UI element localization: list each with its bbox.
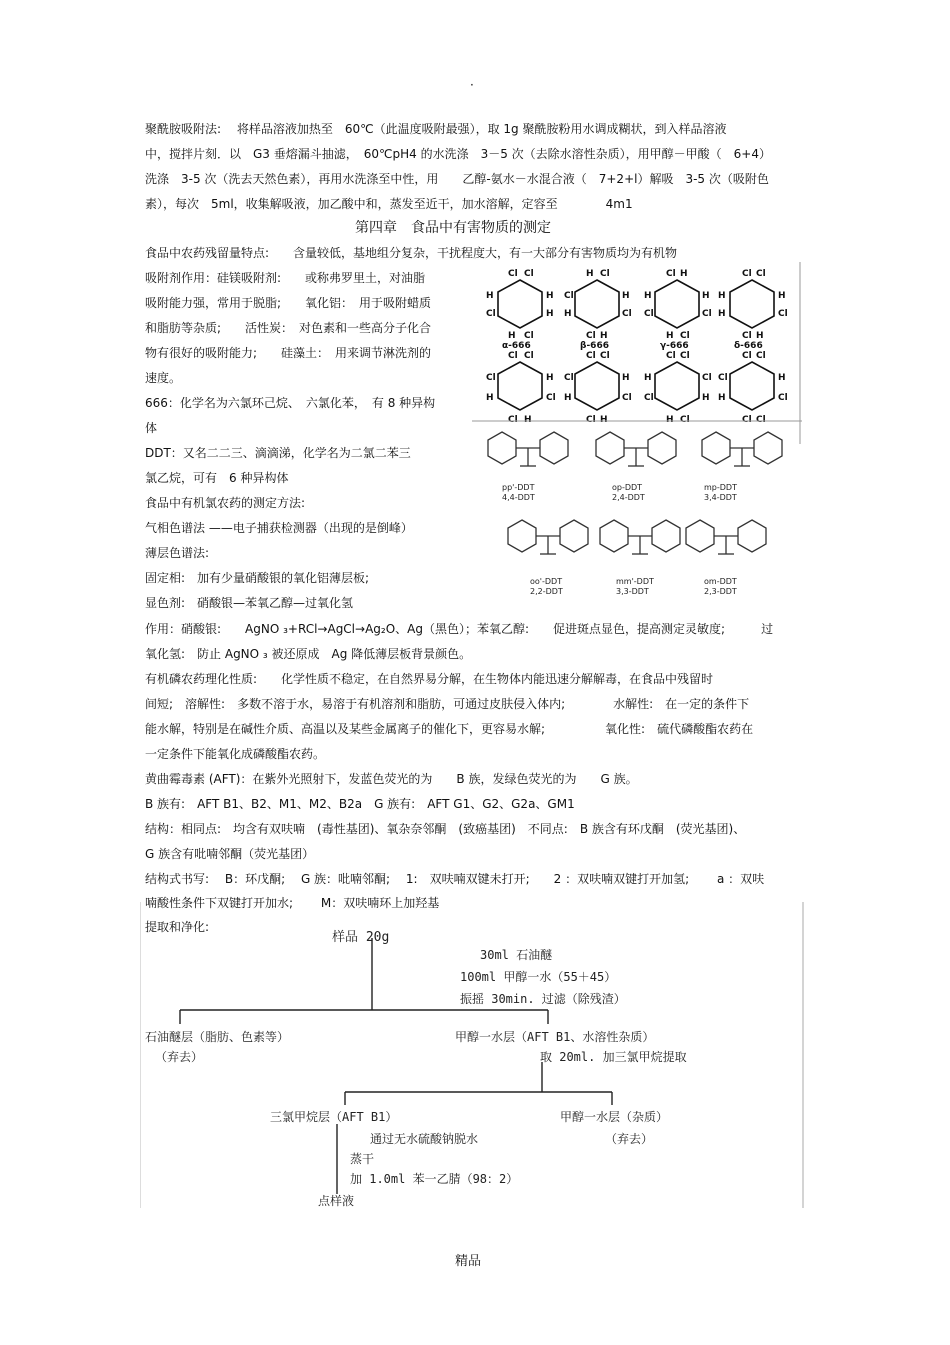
flow-left2: 三氯甲烷层（AFT B1） [270, 1110, 398, 1124]
page-footer: 精品 [455, 1254, 482, 1269]
svg-text:Cl: Cl [586, 415, 596, 425]
organophosphorus-line-4: 一定条件下能氧化成磷酸酯农药。 [145, 747, 326, 761]
svg-text:Cl: Cl [564, 373, 574, 383]
function-line-2: 氧化氢: 防止 AgNO ₃ 被还原成 Ag 降低薄层板背景颜色。 [145, 647, 472, 661]
polyamide-line-3: 洗涤 3-5 次（洗去天然色素），再用水洗涤至中性，用 乙醇-氨水－水混合液（ 7+2+l）解吸 3-5 次（吸附色 [145, 172, 769, 186]
svg-text:Cl: Cl [742, 331, 752, 341]
svg-text:Cl: Cl [546, 393, 556, 403]
svg-text:Cl: Cl [644, 393, 654, 403]
structure-line-1: 结构：相同点: 均含有双呋喃 (毒性基团)、氧杂奈邻酮 (致癌基团) 不同点: B 族含有环戊酮 (荧光基团)、 [145, 822, 746, 836]
ddt-label-om: om-DDT [704, 577, 737, 586]
svg-text:Cl: Cl [778, 309, 788, 319]
svg-text:Cl: Cl [564, 291, 574, 301]
svg-text:H: H [622, 291, 630, 301]
function-line-1: 作用：硝酸银: AgNO ₃+RCl→AgCl→Ag₂O、Ag（黑色）；苯氧乙醇: 促进斑点显色，提高测定灵敏度; 过 [145, 622, 774, 636]
svg-text:Cl: Cl [586, 331, 596, 341]
svg-text:Cl: Cl [622, 309, 632, 319]
svg-text:Cl: Cl [586, 351, 596, 361]
svg-text:H: H [666, 415, 674, 425]
svg-text:Cl: Cl [524, 269, 534, 279]
flow-right2-note: （弃去） [605, 1132, 654, 1146]
adsorbent-line-2: 吸附能力强，常用于脱脂; 氧化铝： 用于吸附蜡质 [145, 296, 432, 310]
svg-text:H: H [644, 373, 652, 383]
ddt-line-2: 氯乙烷，可有 6 种异构体 [145, 471, 289, 485]
svg-text:H: H [564, 393, 572, 403]
svg-text:Cl: Cl [486, 309, 496, 319]
svg-text:Cl: Cl [508, 351, 518, 361]
flow-right1: 甲醇一水层（AFT B1、水溶性杂质） [455, 1030, 655, 1044]
extraction-label: 提取和净化: [145, 920, 210, 934]
svg-text:H: H [666, 331, 674, 341]
svg-text:Cl: Cl [742, 269, 752, 279]
organochlorine-method-line: 食品中有机氯农药的测定方法: [145, 496, 306, 510]
flow-left1-note: （弃去） [155, 1050, 204, 1064]
header-mark: · [470, 78, 474, 92]
svg-text:H: H [756, 331, 764, 341]
flow-step1-c: 振摇 30min. 过滤（除残渣） [460, 992, 626, 1006]
svg-text:H: H [524, 415, 532, 425]
svg-text:H: H [702, 393, 710, 403]
svg-text:Cl: Cl [524, 351, 534, 361]
svg-text:Cl: Cl [524, 331, 534, 341]
svg-text:H: H [546, 373, 554, 383]
svg-text:Cl: Cl [702, 373, 712, 383]
svg-text:Cl: Cl [666, 269, 676, 279]
flow-sample: 样品 20g [332, 930, 390, 945]
svg-text:Cl: Cl [622, 393, 632, 403]
svg-text:Cl: Cl [680, 351, 690, 361]
tlc-line: 薄层色谱法: [145, 546, 210, 560]
extraction-flowchart-lines [140, 902, 805, 1212]
gc-line: 气相色谱法 ——电子捕获检测器（出现的是倒峰） [145, 521, 413, 535]
svg-text:H: H [702, 291, 710, 301]
svg-text:Cl: Cl [600, 269, 610, 279]
flow-left1: 石油醚层（脂肪、色素等） [145, 1030, 290, 1044]
svg-text:Cl: Cl [680, 331, 690, 341]
svg-text:Cl: Cl [756, 415, 766, 425]
flow-step1-b: 100ml 甲醇一水（55＋45） [460, 970, 617, 984]
ddt-label-pp: pp'-DDT [502, 483, 535, 492]
svg-text:Cl: Cl [508, 415, 518, 425]
svg-text:Cl: Cl [600, 351, 610, 361]
svg-text:H: H [718, 393, 726, 403]
ddt-label-24: 2,4-DDT [612, 493, 645, 502]
svg-text:H: H [644, 291, 652, 301]
adsorbent-line-1: 吸附剂作用：硅镁吸附剂: 或称弗罗里土，对油脂 [145, 271, 426, 285]
formula-line-1: 结构式书写: B：环戊酮; G 族：吡喃邻酮; 1: 双呋喃双键未打开; 2 ：双呋喃双键打开加氢; a ：双呋 [145, 872, 765, 886]
ddt-isomers-figure [472, 420, 802, 605]
svg-text:Cl: Cl [680, 415, 690, 425]
ddt-label-22: 2,2-DDT [530, 587, 563, 596]
ddt-label-44: 4,4-DDT [502, 493, 535, 502]
adsorbent-line-5: 速度。 [145, 371, 182, 385]
chapter-title: 第四章 食品中有害物质的测定 [355, 220, 551, 236]
adsorbent-line-3: 和脂肪等杂质; 活性炭： 对色素和一些高分子化合 [145, 321, 432, 335]
organophosphorus-line-1: 有机磷农药理化性质: 化学性质不稳定，在自然界易分解，在生物体内能迅速分解解毒，在食品中残留时 [145, 672, 714, 686]
polyamide-line-2: 中，搅拌片刻．以 G3 垂熔漏斗抽滤， 60℃pH4 的水洗涤 3－5 次（去除水溶性杂质），用甲醇－甲酸（ 6+4） [145, 147, 771, 161]
adsorbent-line-4: 物有很好的吸附能力; 硅藻土： 用来调节淋洗剂的 [145, 346, 432, 360]
svg-text:Cl: Cl [718, 373, 728, 383]
structure-line-2: G 族含有吡喃邻酮（荧光基团） [145, 847, 315, 861]
hch-isomers-figure [472, 262, 802, 444]
svg-text:H: H [778, 373, 786, 383]
ddt-label-mm: mm'-DDT [616, 577, 654, 586]
svg-text:H: H [600, 415, 608, 425]
hch-line-1: 666：化学名为六氯环己烷、 六氯化苯， 有 8 种异构 [145, 396, 436, 410]
svg-text:Cl: Cl [778, 393, 788, 403]
flow-final: 点样液 [318, 1194, 355, 1208]
hch-label-alpha: α-666 [502, 341, 531, 351]
aflatoxin-line-2: B 族有: AFT B1、B2、M1、M2、B2a G 族有: AFT G1、G2、G2a、GM1 [145, 797, 575, 811]
pesticide-residue-line: 食品中农药残留量特点: 含量较低，基地组分复杂，干扰程度大，有一大部分有害物质均为有机物 [145, 246, 678, 260]
flow-step2-a: 通过无水硫酸钠脱水 [370, 1132, 479, 1146]
svg-text:H: H [680, 269, 688, 279]
svg-text:H: H [546, 291, 554, 301]
flow-step2-b: 蒸干 [350, 1152, 375, 1166]
svg-text:Cl: Cl [644, 309, 654, 319]
svg-text:H: H [508, 331, 516, 341]
flow-right2: 甲醇一水层（杂质） [560, 1110, 669, 1124]
polyamide-line-4: 素），每次 5ml，收集解吸液，加乙酸中和，蒸发至近干，加水溶解，定容至 4m1 [145, 197, 633, 211]
hch-label-beta: β-666 [580, 341, 609, 351]
svg-text:H: H [718, 291, 726, 301]
hch-line-2: 体 [145, 421, 158, 435]
flow-step1-a: 30ml 石油醚 [480, 948, 553, 962]
svg-text:H: H [622, 373, 630, 383]
polyamide-line-1: 聚酰胺吸附法: 将样品溶液加热至 60℃（此温度吸附最强），取 1g 聚酰胺粉用水调成糊状，到入样品溶液 [145, 122, 727, 136]
ddt-label-op: op-DDT [612, 483, 643, 492]
ddt-label-34: 3,4-DDT [704, 493, 737, 502]
developer-line: 显色剂: 硝酸银—苯氧乙醇—过氧化氢 [145, 596, 354, 610]
svg-text:Cl: Cl [742, 415, 752, 425]
ddt-label-mp: mp-DDT [704, 483, 737, 492]
svg-text:H: H [486, 291, 494, 301]
svg-text:H: H [546, 309, 554, 319]
flow-step2-c: 加 1.0ml 苯一乙腈（98：2） [350, 1172, 519, 1186]
svg-text:Cl: Cl [702, 309, 712, 319]
svg-text:H: H [778, 291, 786, 301]
svg-text:H: H [564, 309, 572, 319]
svg-text:Cl: Cl [756, 351, 766, 361]
svg-text:Cl: Cl [742, 351, 752, 361]
svg-text:H: H [718, 309, 726, 319]
svg-text:Cl: Cl [508, 269, 518, 279]
hch-label-delta: δ-666 [734, 341, 763, 351]
svg-text:H: H [600, 331, 608, 341]
ddt-label-33: 3,3-DDT [616, 587, 649, 596]
ddt-line-1: DDT：又名二二三、滴滴涕，化学名为二氯二苯三 [145, 446, 411, 460]
organophosphorus-line-3: 能水解，特别是在碱性介质、高温以及某些金属离子的催化下，更容易水解; 氧化性: 硫代磷酸酯农药在 [145, 722, 754, 736]
aflatoxin-line-1: 黄曲霉毒素 (AFT)：在紫外光照射下，发蓝色荧光的为 B 族，发绿色荧光的为 G 族。 [145, 772, 638, 786]
ddt-label-oo: oo'-DDT [530, 577, 563, 586]
hch-label-gamma: γ-666 [660, 341, 689, 351]
svg-text:Cl: Cl [756, 269, 766, 279]
stationary-phase-line: 固定相: 加有少量硝酸银的氧化铝薄层板; [145, 571, 370, 585]
formula-line-2: 喃酸性条件下双键打开加水; M：双呋喃环上加羟基 [145, 896, 440, 910]
svg-text:Cl: Cl [486, 373, 496, 383]
organophosphorus-line-2: 间短; 溶解性: 多数不溶于水，易溶于有机溶剂和脂肪，可通过皮肤侵入体内; 水解性: 在一定的条件下 [145, 697, 750, 711]
ddt-label-23: 2,3-DDT [704, 587, 737, 596]
svg-text:H: H [586, 269, 594, 279]
flow-right1-step: 取 20ml. 加三氯甲烷提取 [540, 1050, 687, 1064]
svg-text:Cl: Cl [666, 351, 676, 361]
svg-text:H: H [486, 393, 494, 403]
